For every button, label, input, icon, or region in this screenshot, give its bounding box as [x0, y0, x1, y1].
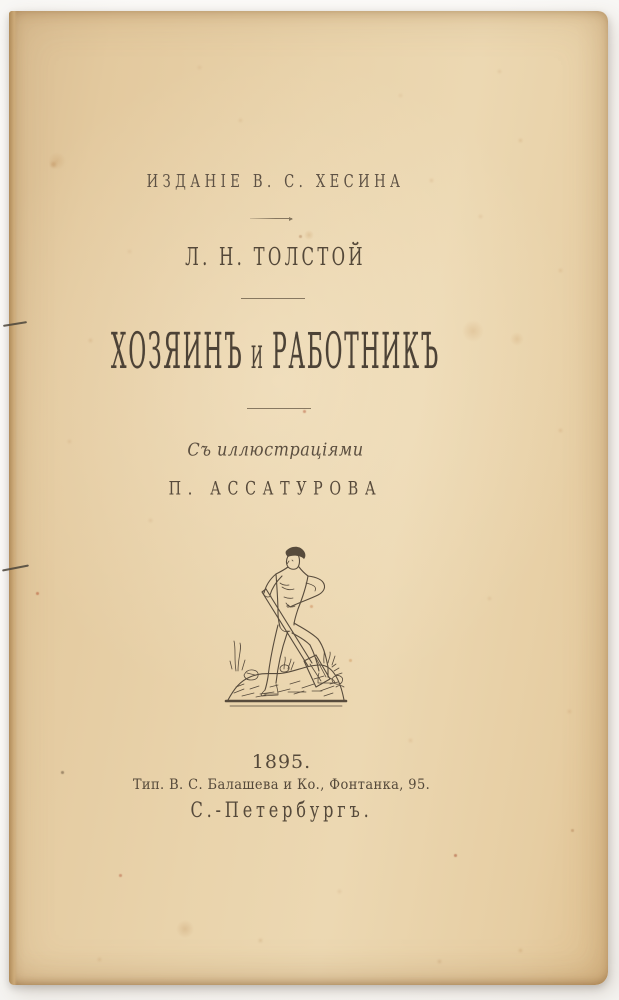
digging-man-woodcut-svg — [220, 543, 352, 715]
publisher-line: ИЗДАНІЕ В. С. ХЕСИНА — [146, 171, 405, 192]
printer-imprint: Тип. В. С. Балашева и Ко., Фонтанка, 95. — [132, 777, 431, 794]
title-word-1: ХОЗЯИНЪ — [111, 324, 244, 381]
divider-rule — [247, 408, 311, 409]
book-title — [110, 324, 440, 381]
title-word-2: РАБОТНИКЪ — [272, 324, 440, 381]
divider-rule — [250, 218, 292, 219]
page-binding-edge — [9, 11, 17, 985]
title-conjunction: И — [250, 341, 265, 377]
illustrations-note: Съ иллюстраціями — [187, 440, 364, 461]
publication-year: 1895. — [251, 751, 312, 773]
author-name: Л. Н. ТОЛСТОЙ — [185, 242, 366, 271]
foxing-spots — [9, 11, 10, 12]
digging-man-illustration — [220, 543, 352, 715]
divider-rule — [241, 298, 305, 299]
book-title-page — [9, 11, 608, 985]
illustrator-name: П. АССАТУРОВА — [168, 477, 383, 500]
city-imprint: С.-Петербургъ. — [190, 798, 373, 823]
